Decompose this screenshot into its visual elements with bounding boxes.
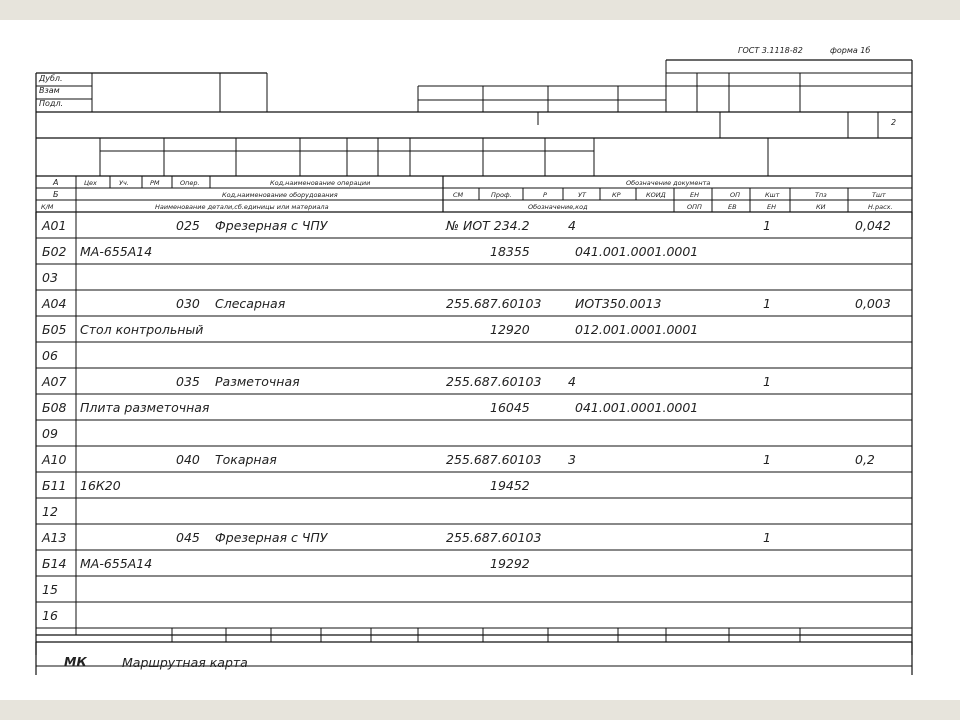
row-extra: 4 <box>568 218 576 233</box>
route-card-sheet <box>0 20 960 700</box>
hdr-k-opp: ОПП <box>687 203 702 211</box>
row-extra: 041.001.0001.0001 <box>575 400 699 415</box>
hdr-a-operation: Код,наименование операции <box>270 179 371 187</box>
row-code: Б02 <box>42 244 67 259</box>
row-name: Фрезерная с ЧПУ <box>215 218 328 233</box>
row-code: 12 <box>42 504 58 519</box>
hdr-k-en: ЕН <box>767 203 776 211</box>
row-extra: 041.001.0001.0001 <box>575 244 699 259</box>
row-code: А13 <box>42 530 67 545</box>
hdr-k-ki: КИ <box>816 203 826 211</box>
hdr-b-prof: Проф. <box>491 191 512 199</box>
row-name: МА-655А14 <box>80 556 153 571</box>
hdr-k-letter: К/М <box>41 203 54 211</box>
hdr-b-r: Р <box>543 191 547 199</box>
hdr-b-tpz: Тпз <box>815 191 827 199</box>
gost-label: ГОСТ 3.1118-82 <box>738 46 803 55</box>
row-operation-number: 025 <box>176 218 200 233</box>
row-name: МА-655А14 <box>80 244 153 259</box>
hdr-a-oper: Опер. <box>180 179 200 187</box>
row-code: А04 <box>42 296 67 311</box>
row-code: 09 <box>42 426 58 441</box>
row-time: 0,042 <box>855 218 891 233</box>
row-operation-number: 045 <box>176 530 200 545</box>
sheet-number: 2 <box>891 118 897 127</box>
row-time: 0,003 <box>855 296 891 311</box>
hdr-b-kst: Кшт <box>765 191 780 199</box>
row-extra: 4 <box>568 374 576 389</box>
hdr-k-name: Наименование детали,сб.единицы или материала <box>155 203 329 211</box>
row-document: 19292 <box>490 556 530 571</box>
row-name: 16К20 <box>80 478 121 493</box>
row-code: Б08 <box>42 400 67 415</box>
footer-code: МК <box>64 654 87 669</box>
row-document: 19452 <box>490 478 530 493</box>
hdr-a-letter: А <box>53 178 59 187</box>
row-kst: 1 <box>763 452 771 467</box>
side-label-dubl: Дубл. <box>39 74 63 83</box>
hdr-b-equipment: Код,наименование оборудования <box>222 191 338 199</box>
row-kst: 1 <box>763 530 771 545</box>
row-document: 255.687.60103 <box>446 296 542 311</box>
hdr-a-uch: Уч. <box>119 179 129 187</box>
hdr-a-doc: Обозначение документа <box>626 179 711 187</box>
hdr-b-sm: СМ <box>453 191 464 199</box>
form-grid-lines <box>0 20 960 700</box>
row-code: Б11 <box>42 478 67 493</box>
row-code: 15 <box>42 582 58 597</box>
row-document: 12920 <box>490 322 530 337</box>
row-name: Разметочная <box>215 374 300 389</box>
hdr-b-tsht: Тшт <box>872 191 886 199</box>
row-document: 255.687.60103 <box>446 374 542 389</box>
row-code: А07 <box>42 374 67 389</box>
row-code: А01 <box>42 218 67 233</box>
row-name: Слесарная <box>215 296 286 311</box>
row-code: 16 <box>42 608 58 623</box>
row-document: 255.687.60103 <box>446 530 542 545</box>
row-name: Стол контрольный <box>80 322 204 337</box>
row-extra: ИОТ350.0013 <box>575 296 662 311</box>
hdr-k-ev: ЕВ <box>728 203 737 211</box>
row-operation-number: 035 <box>176 374 200 389</box>
row-extra: 3 <box>568 452 576 467</box>
row-time: 0,2 <box>855 452 875 467</box>
side-label-podl: Подл. <box>39 99 64 108</box>
row-code: 03 <box>42 270 58 285</box>
row-name: Плита разметочная <box>80 400 210 415</box>
row-name: Токарная <box>215 452 277 467</box>
row-code: Б05 <box>42 322 67 337</box>
row-document: 255.687.60103 <box>446 452 542 467</box>
row-document: № ИОТ 234.2 <box>446 218 530 233</box>
row-code: Б14 <box>42 556 67 571</box>
hdr-a-ceh: Цех <box>84 179 97 187</box>
row-kst: 1 <box>763 374 771 389</box>
row-operation-number: 030 <box>176 296 200 311</box>
row-kst: 1 <box>763 296 771 311</box>
hdr-b-kr: КР <box>612 191 621 199</box>
side-label-vzam: Взам <box>39 86 60 95</box>
row-name: Фрезерная с ЧПУ <box>215 530 328 545</box>
hdr-b-koid: КОИД <box>646 191 666 199</box>
row-code: 06 <box>42 348 58 363</box>
hdr-b-op: ОП <box>730 191 741 199</box>
row-code: А10 <box>42 452 67 467</box>
hdr-b-en: ЕН <box>690 191 699 199</box>
hdr-b-letter: Б <box>53 190 59 199</box>
row-extra: 012.001.0001.0001 <box>575 322 699 337</box>
form-label: форма 1б <box>830 46 871 55</box>
row-document: 18355 <box>490 244 530 259</box>
footer-title: Маршрутная карта <box>122 655 248 670</box>
hdr-a-rm: РМ <box>150 179 160 187</box>
hdr-k-nrash: Н.расх. <box>868 203 893 211</box>
hdr-k-code: Обозначение,код <box>528 203 588 211</box>
row-operation-number: 040 <box>176 452 200 467</box>
row-kst: 1 <box>763 218 771 233</box>
row-document: 16045 <box>490 400 530 415</box>
hdr-b-ut: УТ <box>578 191 586 199</box>
